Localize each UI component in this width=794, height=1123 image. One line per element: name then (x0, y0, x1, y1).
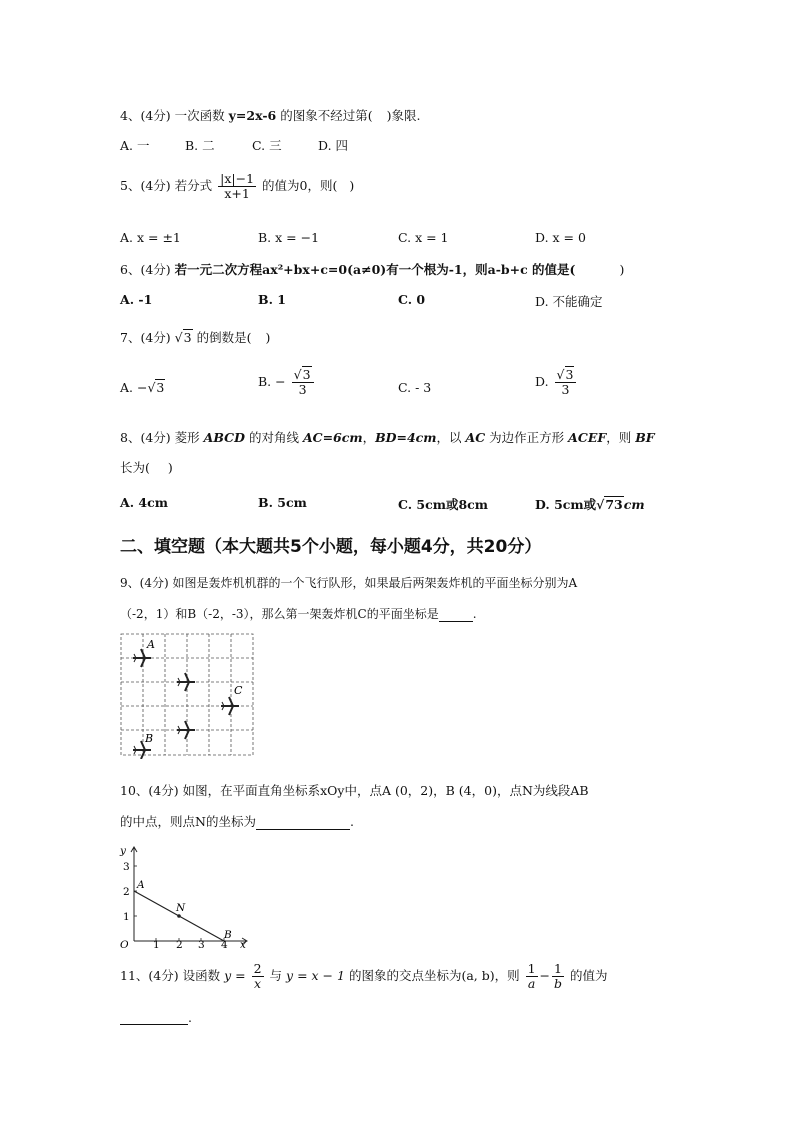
q6-option-b[interactable]: B. 1 (258, 292, 286, 307)
q8-option-b[interactable]: B. 5cm (258, 495, 307, 510)
q7-sqrt: √3 (174, 330, 192, 345)
q4-formula: y=2x-6 (228, 108, 277, 123)
question-9-line2: （-2，1）和B（-2，-3），那么第一架轰炸机C的平面坐标是 . (120, 607, 477, 621)
q7-option-c[interactable]: C. - 3 (398, 380, 432, 395)
q5-option-d[interactable]: D. x = 0 (535, 230, 586, 245)
q4-option-c[interactable]: C. 三 (252, 138, 282, 153)
q11-answer-blank[interactable] (120, 1012, 188, 1025)
q5-option-a[interactable]: A. x = ±1 (120, 230, 181, 245)
svg-text:1: 1 (153, 939, 160, 950)
label-c: C (234, 684, 243, 697)
q6-option-d[interactable]: D. 不能确定 (535, 294, 603, 309)
svg-text:2: 2 (123, 886, 130, 898)
q10-answer-blank[interactable] (256, 817, 350, 830)
svg-text:3: 3 (198, 939, 205, 950)
q9-formation-grid (120, 633, 256, 759)
q4-option-a[interactable]: A. 一 (120, 138, 150, 153)
svg-text:B: B (224, 929, 232, 941)
q8-option-a[interactable]: A. 4cm (120, 495, 168, 510)
plane-icon (177, 721, 195, 739)
question-11-line2: . (120, 1010, 192, 1025)
svg-text:x: x (240, 939, 246, 950)
q4-option-b[interactable]: B. 二 (185, 138, 215, 153)
question-8: 8、(4分) 菱形 ABCD 的对角线 AC=6cm，BD=4cm，以 AC 为边作正方形 ACEF，则 BF (120, 430, 655, 445)
q7-option-b[interactable]: B. − $\frac{√3}{3}$ (258, 368, 316, 397)
question-10: 10、(4分) 如图，在平面直角坐标系xOy中，点A (0，2)，B (4，0)，点N为线段AB (120, 783, 589, 798)
label-a: A (147, 638, 155, 651)
q8-option-d[interactable]: D. 5cm或√73cm (535, 497, 645, 512)
q4-option-d[interactable]: D. 四 (318, 138, 349, 153)
q7-option-d[interactable]: D. $\frac{√3}{3}$ (535, 368, 578, 397)
q6-option-a[interactable]: A. -1 (120, 292, 153, 307)
question-5: 5、(4分) 若分式 $\frac{|x|-1}{x+1}$ 的值为0，则( ) (120, 171, 355, 201)
plane-icon (221, 697, 239, 715)
plane-icon (133, 649, 151, 667)
q10-coordinate-plot (116, 842, 252, 950)
svg-text:4: 4 (221, 939, 228, 950)
question-11: 11、(4分) 设函数 y = $\frac{2}{x}$ 与 y = x − 1 的图象的交点坐标为(a, b)，则 $\frac{1}{a}$ − $\frac{1}{b}$ 的值为 (120, 961, 608, 991)
svg-text:3: 3 (123, 861, 130, 873)
q6-option-c[interactable]: C. 0 (398, 292, 426, 307)
q9-answer-blank[interactable] (439, 609, 473, 622)
svg-text:2: 2 (176, 939, 183, 950)
question-7: 7、(4分) √3 的倒数是( ) (120, 330, 271, 345)
svg-text:N: N (176, 902, 186, 914)
q5-option-c[interactable]: C. x = 1 (398, 230, 449, 245)
question-8-line2: 长为( ) (120, 460, 173, 475)
plane-icon (177, 673, 195, 691)
q8-option-c[interactable]: C. 5cm或8cm (398, 497, 489, 512)
svg-text:1: 1 (123, 911, 130, 923)
q7-option-a[interactable]: A. −√3 (120, 380, 165, 395)
question-6: 6、(4分) 若一元二次方程ax²+bx+c=0(a≠0)有一个根为-1，则a-b+c 的值是( ) (120, 262, 625, 277)
section-2-title: 二、填空题（本大题共5个小题，每小题4分，共20分） (120, 537, 542, 557)
question-10-line2: 的中点，则点N的坐标为 . (120, 814, 354, 829)
svg-text:O: O (120, 939, 129, 950)
svg-text:A: A (137, 879, 145, 891)
q5-fraction: $\frac{|x|-1}{x+1}$ (220, 171, 255, 201)
question-9: 9、(4分) 如图是轰炸机机群的一个飞行队形，如果最后两架轰炸机的平面坐标分别为A (120, 576, 578, 590)
svg-text:y: y (120, 845, 126, 857)
question-4: 4、(4分) 一次函数 y=2x-6 的图象不经过第( )象限. (120, 108, 421, 123)
point-n-marker (177, 914, 181, 918)
label-b: B (145, 732, 154, 745)
q5-option-b[interactable]: B. x = −1 (258, 230, 320, 245)
q4-number: 4、(4分) (120, 108, 171, 123)
